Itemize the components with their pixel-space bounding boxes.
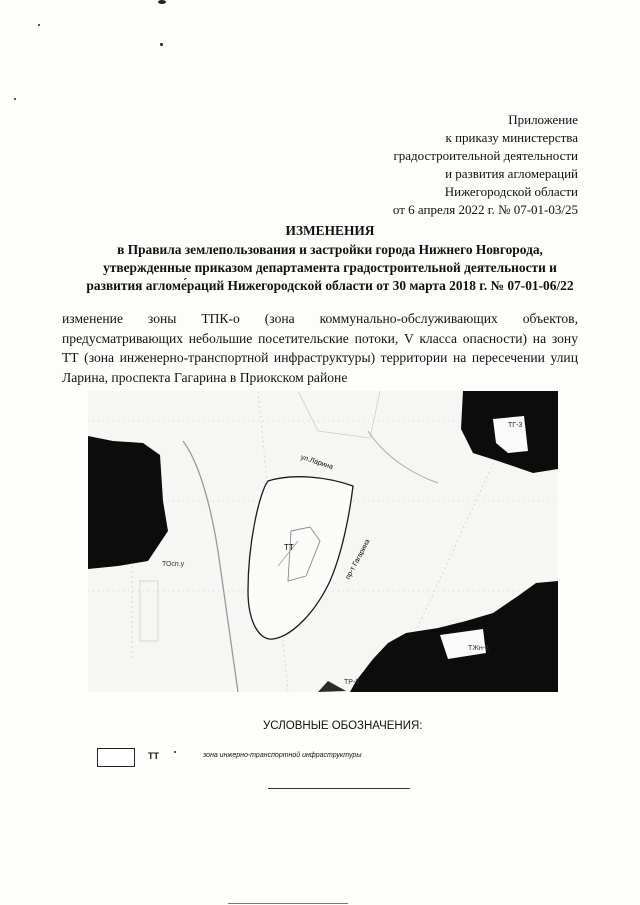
map-label-tosp: ТОсп.у [162,561,185,568]
document-title: ИЗМЕНЕНИЯ [285,223,375,238]
map-label-tzh3: ТЖн-3 [468,645,489,652]
change-description: изменение зоны ТПК-о (зона коммунально-обслуживающих объектов, предусматривающих небольшие посетительские потоки, V класса опасности) на зону ТТ (зона инженерно-транспортной инфраструктуры) территории на пересечении улиц Ларина, проспекта Гагарина в Приокском районе [62,311,578,385]
appendix-line: Нижегородской области [444,184,578,199]
appendix-block [393,111,578,219]
divider-line [228,903,348,904]
tt-parcel-outline [248,477,353,639]
zone-boundary [183,441,238,692]
map-label-tr3: ТР-3 [344,679,360,686]
document-subtitle-line: утвержденные приказом департамента градостроительной деятельности и [103,260,557,275]
zoning-map [88,391,558,692]
document-subtitle-line: в Правила землепользования и застройки города Нижнего Новгорода, [117,242,543,257]
map-label-street-larina: ул.Ларина [299,454,334,471]
scan-speck [174,751,176,753]
appendix-line: Приложение [508,112,578,127]
legend-swatch [97,748,135,767]
appendix-line: градостроительной деятельности [393,148,578,163]
divider-line [268,788,410,789]
map-label-prospect-gagarina: пр-т Гагарина [344,538,372,581]
scan-speck [14,98,16,100]
legend-description: зона инжерно-транспортной инфраструктуры [203,752,362,759]
document-subtitle-line: развития агломе́раций Нижегородской области от 30 марта 2018 г. № 07-01-06/22 [86,278,574,293]
map-label-tg3: ТГ-3 [508,422,523,429]
scan-speck [38,24,40,26]
scan-speck [158,0,166,4]
legend-title: УСЛОВНЫЕ ОБОЗНАЧЕНИЯ: [263,720,423,732]
legend-code: ТТ [148,751,159,761]
appendix-line: к приказу министерства [445,130,578,145]
scan-speck [160,43,163,46]
map-label-tt: ТТ [284,543,294,552]
zone-boundary [368,431,438,483]
appendix-line: от 6 апреля 2022 г. № 07-01-03/25 [392,202,578,217]
appendix-line: и развития агломераций [445,166,578,181]
zone-dark-tr3 [318,681,346,692]
zone-dark-tosp [88,436,168,569]
